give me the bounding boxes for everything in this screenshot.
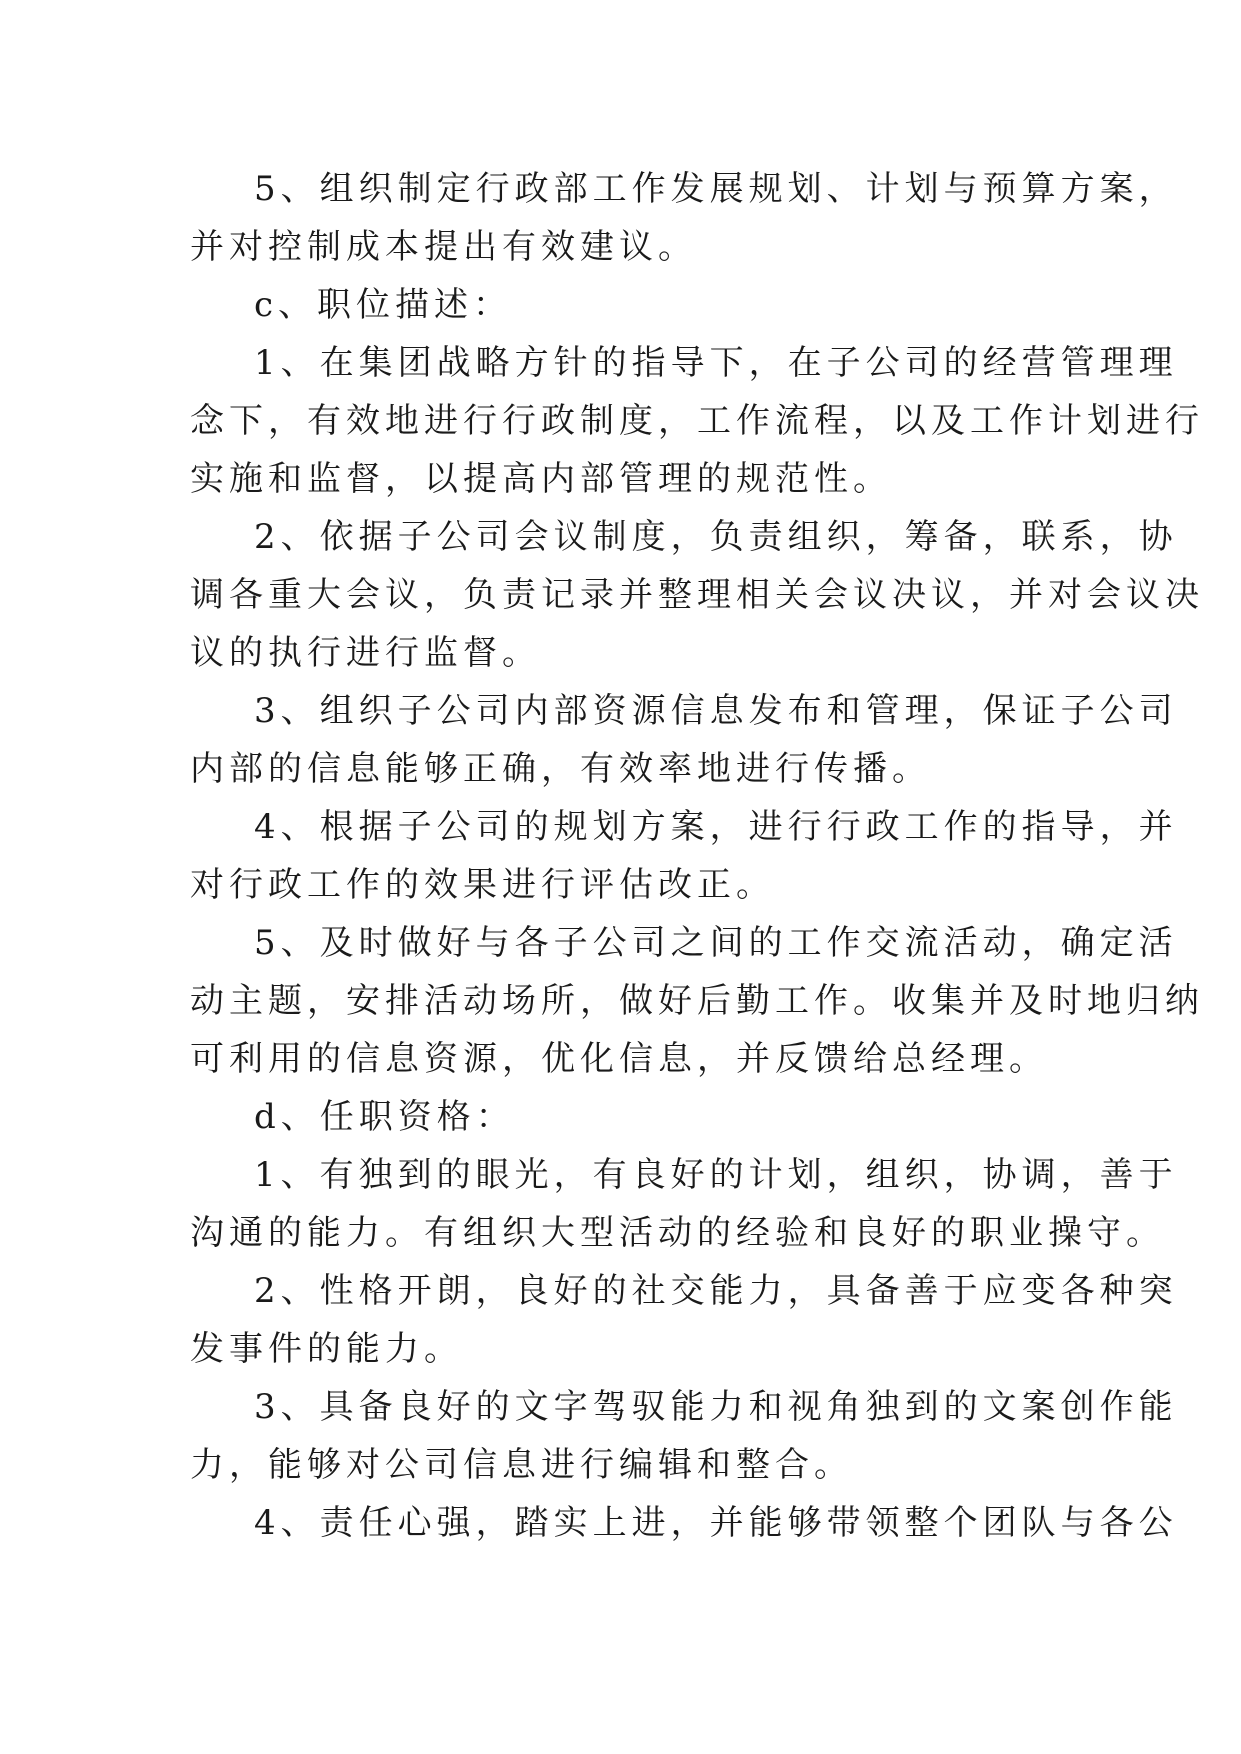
text-line: 4、责任心强，踏实上进，并能够带领整个团队与各公 xyxy=(254,1503,1178,1543)
text-line: 可利用的信息资源，优化信息，并反馈给总经理。 xyxy=(190,1039,1048,1079)
section-heading: c、职位描述： xyxy=(254,285,513,325)
text-line: 力，能够对公司信息进行编辑和整合。 xyxy=(190,1445,853,1485)
text-line: 5、组织制定行政部工作发展规划、计划与预算方案， xyxy=(254,169,1178,209)
text-line: 实施和监督，以提高内部管理的规范性。 xyxy=(190,459,892,499)
text-line: 对行政工作的效果进行评估改正。 xyxy=(190,865,775,905)
text-line: 1、有独到的眼光，有良好的计划，组织，协调，善于 xyxy=(254,1155,1178,1195)
text-line: 调各重大会议，负责记录并整理相关会议决议，并对会议决 xyxy=(190,575,1204,615)
text-line: 发事件的能力。 xyxy=(190,1329,463,1369)
text-line: 5、及时做好与各子公司之间的工作交流活动，确定活 xyxy=(254,923,1178,963)
text-line: 2、性格开朗，良好的社交能力，具备善于应变各种突 xyxy=(254,1271,1178,1311)
text-line: 1、在集团战略方针的指导下，在子公司的经营管理理 xyxy=(254,343,1178,383)
text-line: 沟通的能力。有组织大型活动的经验和良好的职业操守。 xyxy=(190,1213,1165,1253)
text-line: 4、根据子公司的规划方案，进行行政工作的指导，并 xyxy=(254,807,1178,847)
text-line: 3、具备良好的文字驾驭能力和视角独到的文案创作能 xyxy=(254,1387,1178,1427)
text-line: 2、依据子公司会议制度，负责组织，筹备，联系，协 xyxy=(254,517,1178,557)
text-line: 念下，有效地进行行政制度，工作流程，以及工作计划进行 xyxy=(190,401,1204,441)
text-line: 3、组织子公司内部资源信息发布和管理，保证子公司 xyxy=(254,691,1178,731)
text-line: 并对控制成本提出有效建议。 xyxy=(190,227,697,267)
text-line: 内部的信息能够正确，有效率地进行传播。 xyxy=(190,749,931,789)
document-body xyxy=(190,160,1204,1552)
section-heading: d、任职资格： xyxy=(254,1097,515,1137)
text-line: 议的执行进行监督。 xyxy=(190,633,541,673)
text-line: 动主题，安排活动场所，做好后勤工作。收集并及时地归纳 xyxy=(190,981,1204,1021)
